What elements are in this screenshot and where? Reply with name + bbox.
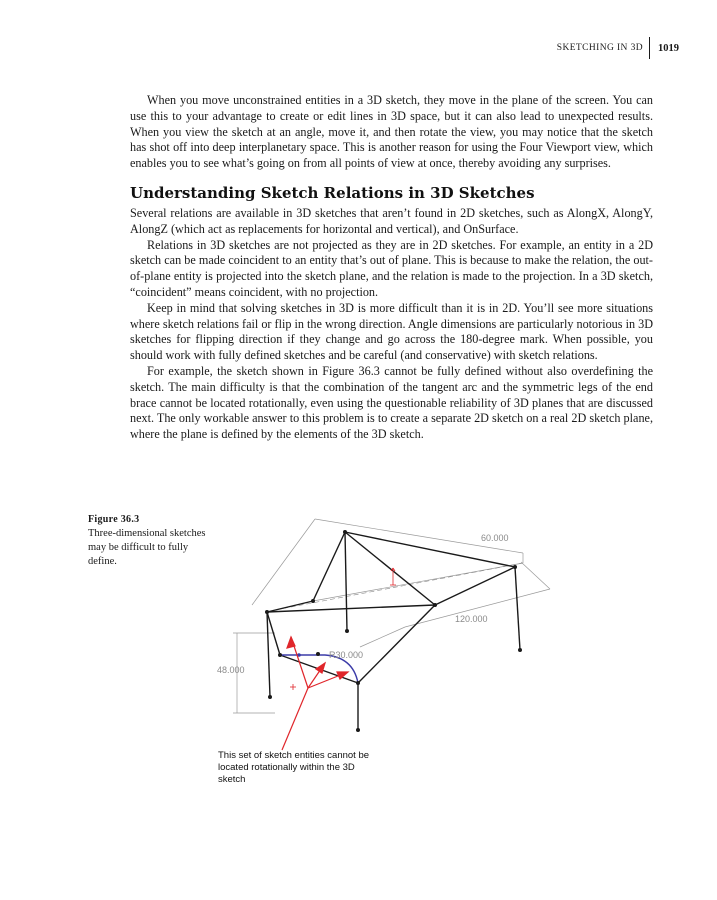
paragraph-unconstrained-entities: When you move unconstrained entities in a 3D sketch, they move in the plane of the screen. You can use this to your advantage to create or edit lines in 3D space, but it can also lead to unexpected results. When you view the sketch at an angle, move it, and then rotate the view, you may notice that the sketch has shot off into deep interplanetary space. This is another reason for using the Four Viewport view, which enables you to see what’s going on from all points of view at once, thereby avoiding any surprises. (130, 93, 653, 171)
running-head-divider (649, 37, 650, 59)
section-heading: Understanding Sketch Relations in 3D Sketches (130, 183, 535, 202)
paragraph-figure-example: For example, the sketch shown in Figure 36.3 cannot be fully defined without also overdefining the sketch. The main difficulty is that the combination of the tangent arc and the symmetric legs of the end brace cannot be located rotationally, even using the questionable reliability of 3D planes that are discussed next. The only workable answer to this problem is to create a separate 2D sketch on a real 2D sketch plane, where the plane is defined by the elements of the 3D sketch. (130, 363, 653, 442)
dimension-width-label: 60.000 (481, 533, 509, 543)
frame-lines (267, 532, 520, 730)
running-head-section: SKETCHING IN 3D (556, 43, 643, 53)
origin-marker (390, 568, 396, 585)
dimension-lines (233, 519, 550, 713)
body-text (130, 93, 653, 443)
page-number: 1019 (658, 42, 679, 54)
figure-caption-text: Three-dimensional sketches may be difficult to fully define. (88, 528, 206, 567)
figure-callout: This set of sketch entities cannot be located rotationally within the 3D sketch (218, 750, 370, 785)
figure-caption (88, 513, 208, 569)
paragraph-relations-not-projected: Relations in 3D sketches are not projected as they are in 2D sketches. For example, an entity in a 2D sketch can be made coincident to an entity that’s out of plane. This is because to make the relation, the out-of-plane entity is projected into the sketch plane, and the relation is made to the projection. In a 3D sketch, “coincident” means coincident, with no projection. (130, 237, 653, 299)
paragraph-solving-difficulty: Keep in mind that solving sketches in 3D is more difficult than it is in 2D. You’ll see more situations where sketch relations fail or flip in the wrong direction. Angle dimensions are particularly notorious in 3D sketches for flipping direction if they change and go across the 180-degree mark. When possible, you should work with fully defined sketches and be careful (and conservative) with sketch relations. (130, 300, 653, 363)
dimension-height-label: 48.000 (217, 665, 245, 675)
dimension-length-label: 120.000 (455, 614, 488, 624)
paragraph-available-relations: Several relations are available in 3D sketches that aren’t found in 2D sketches, such as AlongX, AlongY, AlongZ (which act as replacements for horizontal and vertical), and OnSurface. (130, 205, 653, 236)
running-head (557, 40, 679, 56)
dimension-radius-label: R30.000 (329, 650, 364, 660)
dimension-labels (217, 533, 509, 675)
figure-label: Figure 36.3 (88, 514, 140, 525)
